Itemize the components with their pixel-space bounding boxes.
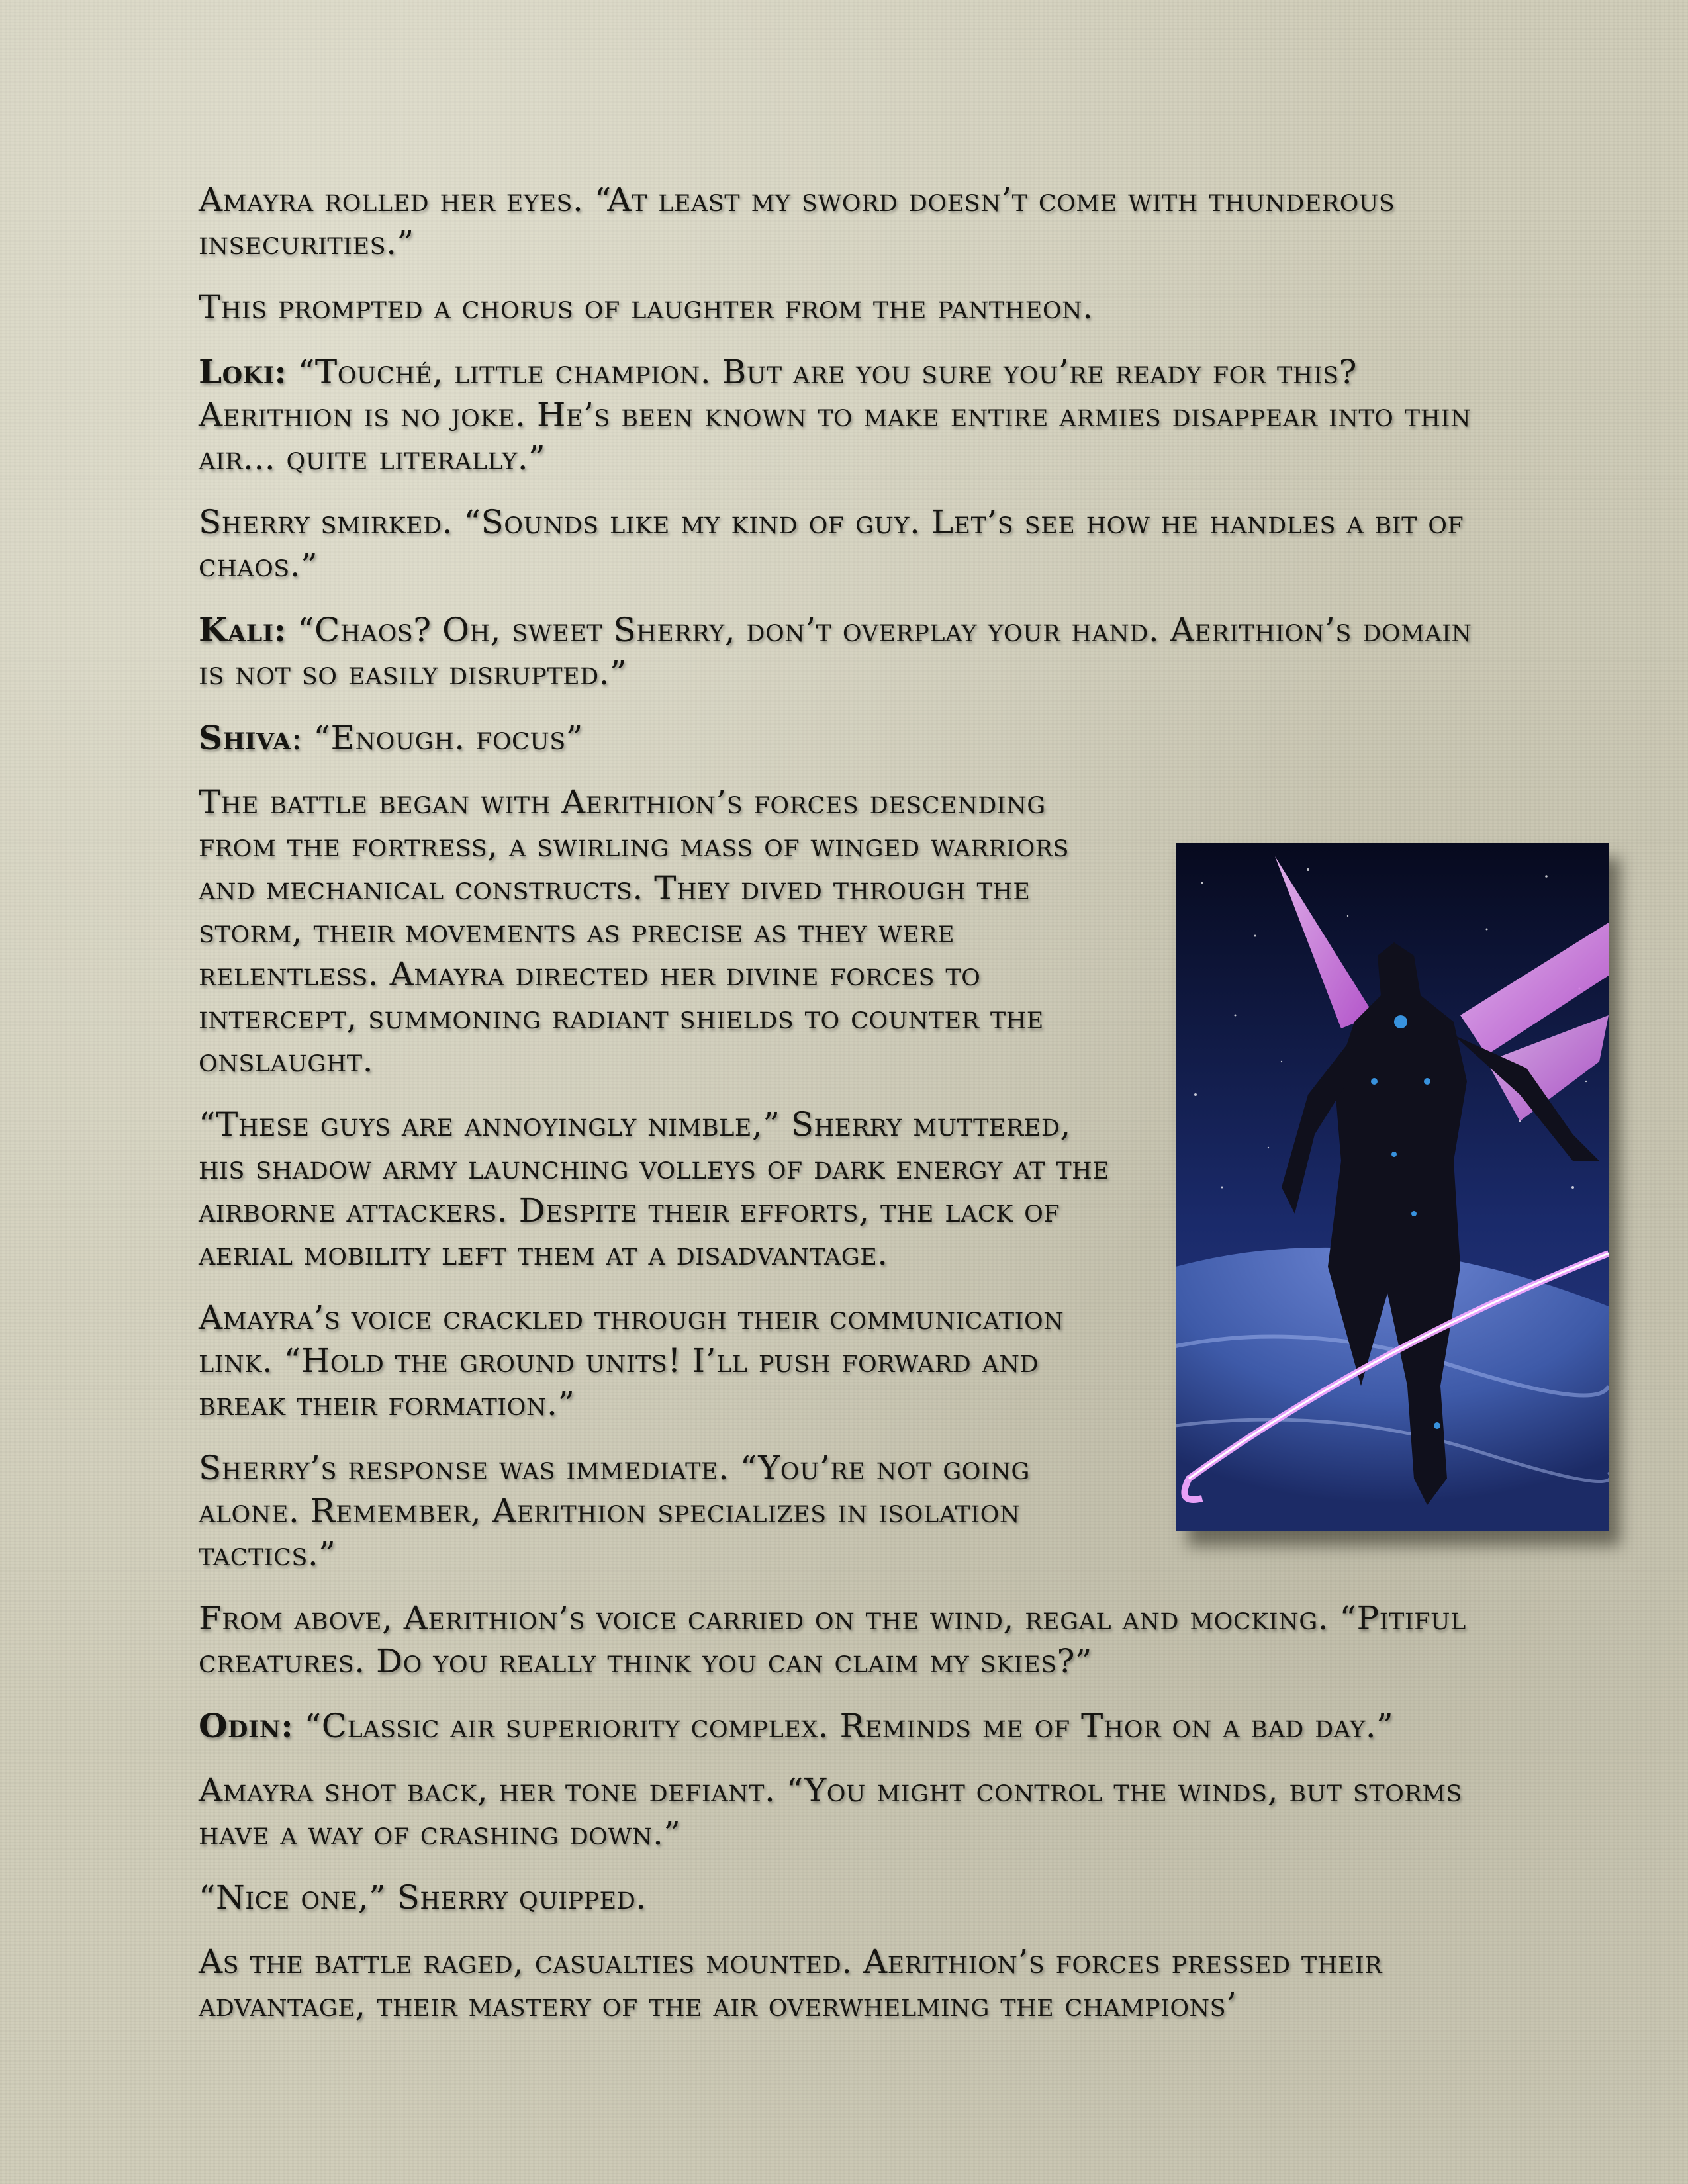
dialogue-paragraph <box>199 716 1496 760</box>
paragraph: This prompted a chorus of laughter from the pantheon. <box>199 288 1094 326</box>
paragraph: Amayra rolled her eyes. “At least my sword doesn’t come with thunderous insecurities.” <box>199 181 1395 262</box>
dialogue-paragraph <box>199 1704 1496 1748</box>
paragraph: “Nice one,” Sherry quipped. <box>199 1878 647 1917</box>
speaker-name: Odin: <box>199 1706 294 1745</box>
paragraph: Amayra’s voice crackled through their communication link. “Hold the ground units! I’ll push forward and break their formation.” <box>199 1298 1064 1423</box>
dialogue-text: : “Enough. focus” <box>291 719 583 757</box>
paragraph: Sherry smirked. “Sounds like my kind of guy. Let’s see how he handles a bit of chaos.” <box>199 503 1464 584</box>
paragraph: Amayra shot back, her tone defiant. “You might control the winds, but storms have a way of crashing down.” <box>199 1771 1463 1852</box>
paragraph: “These guys are annoyingly nimble,” Sherry muttered, his shadow army launching volleys of dark energy at the airborne attackers. Despite their efforts, the lack of aerial mobility left them at a disadvantage. <box>199 1105 1110 1273</box>
dialogue-paragraph <box>199 608 1496 695</box>
paragraph: Sherry’s response was immediate. “You’re not going alone. Remember, Aerithion specializes in isolation tactics.” <box>199 1449 1030 1573</box>
dialogue-text: “Touché, little champion. But are you sure you’re ready for this? Aerithion is no joke. He’s been known to make entire armies disappear into thin air... quite literally.” <box>199 353 1472 477</box>
speaker-name: Kali: <box>199 610 287 649</box>
paragraph: As the battle raged, casualties mounted. Aerithion’s forces pressed their advantage, their mastery of the air overwhelming the champions’ <box>199 1942 1383 2024</box>
speaker-name: Loki: <box>199 352 287 391</box>
dialogue-text: “Classic air superiority complex. Reminds me of Thor on a bad day.” <box>293 1707 1394 1745</box>
winged-armored-warrior-icon <box>1176 843 1609 1531</box>
dialogue-text: “Chaos? Oh, sweet Sherry, don’t overplay your hand. Aerithion’s domain is not so easily disrupted.” <box>199 611 1472 692</box>
story-illustration <box>1176 843 1609 1531</box>
paragraph: From above, Aerithion’s voice carried on the wind, regal and mocking. “Pitiful creatures. Do you really think you can claim my skies?” <box>199 1599 1466 1680</box>
paragraph: The battle began with Aerithion’s forces descending from the fortress, a swirling mass of winged warriors and mechanical constructs. They dived through the storm, their movements as precise as they were relentless. Amayra directed her divine forces to intercept, summoning radiant shields to counter the onslaught. <box>199 783 1069 1079</box>
dialogue-paragraph <box>199 350 1496 480</box>
speaker-name: Shiva <box>199 718 291 757</box>
